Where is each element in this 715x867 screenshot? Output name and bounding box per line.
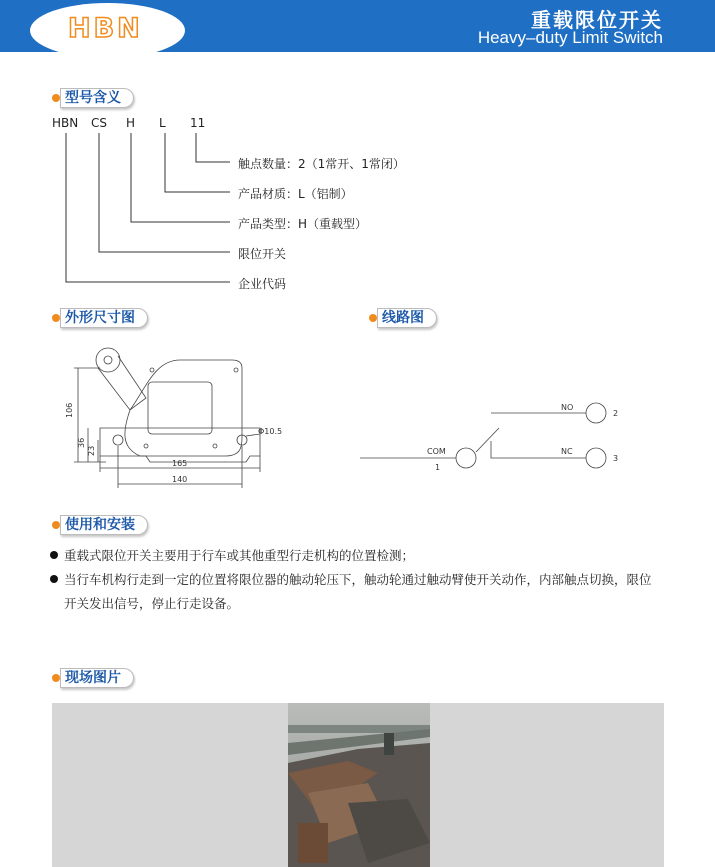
terminal-no bbox=[586, 403, 606, 423]
bullet-dot-icon bbox=[52, 94, 60, 102]
bullet-dot-icon bbox=[369, 314, 377, 322]
mount-hole-left bbox=[113, 435, 123, 445]
model-code-h: H bbox=[126, 116, 136, 130]
dimension-drawing bbox=[60, 338, 290, 493]
screw bbox=[234, 368, 238, 372]
section-dimensions-title: 外形尺寸图 bbox=[60, 308, 148, 328]
actuator-arm bbox=[98, 356, 146, 410]
screw bbox=[150, 368, 154, 372]
switch-contact bbox=[476, 428, 499, 452]
screw bbox=[144, 444, 148, 448]
bullet-icon bbox=[50, 575, 58, 583]
model-code-l: L bbox=[159, 116, 166, 130]
site-photo-image bbox=[288, 703, 430, 867]
screw bbox=[213, 444, 217, 448]
dim-label-36: 36 bbox=[77, 437, 86, 448]
usage-text-3: 开关发出信号，停止行走设备。 bbox=[64, 596, 240, 611]
wiring-diagram bbox=[355, 395, 635, 480]
section-photos-title: 现场图片 bbox=[60, 668, 134, 688]
dim-label-106: 106 bbox=[65, 402, 74, 418]
section-usage-title: 使用和安装 bbox=[60, 515, 148, 535]
label-com: COM bbox=[427, 447, 446, 456]
bullet-dot-icon bbox=[52, 674, 60, 682]
page-title-cn: 重载限位开关 bbox=[531, 8, 663, 32]
bullet-dot-icon bbox=[52, 314, 60, 322]
section-wiring-title: 线路图 bbox=[377, 308, 437, 328]
roller-axle bbox=[104, 356, 112, 364]
terminal-nc bbox=[586, 448, 606, 468]
label-nc-terminal: 3 bbox=[613, 454, 619, 463]
model-desc-company: 企业代码 bbox=[238, 277, 287, 291]
model-desc-material: 产品材质：L（铝制） bbox=[238, 187, 353, 201]
switch-cover bbox=[148, 382, 212, 434]
company-logo bbox=[68, 13, 143, 44]
label-nc: NC bbox=[561, 447, 573, 456]
label-no: NO bbox=[561, 403, 574, 412]
switch-body bbox=[125, 360, 242, 456]
bullet-icon bbox=[50, 551, 58, 559]
site-photo bbox=[288, 703, 430, 867]
section-model-title: 型号含义 bbox=[60, 88, 134, 108]
model-desc-switch: 限位开关 bbox=[238, 247, 287, 261]
model-code-diagram bbox=[50, 113, 410, 293]
usage-item-1 bbox=[50, 546, 414, 564]
model-desc-contacts: 触点数量：2（1常开、1常闭） bbox=[238, 157, 405, 171]
model-code-hbn: HBN bbox=[52, 116, 79, 130]
base-plate bbox=[100, 428, 260, 462]
page-title-en: Heavy–duty Limit Switch bbox=[477, 28, 663, 47]
model-code-11: 11 bbox=[190, 116, 206, 130]
model-leader-lines bbox=[66, 133, 230, 282]
model-desc-type: 产品类型：H（重载型） bbox=[238, 217, 368, 231]
dim-label-165: 165 bbox=[172, 459, 188, 468]
label-no-terminal: 2 bbox=[613, 409, 619, 418]
usage-item-2 bbox=[50, 570, 652, 588]
logo-text: HBN bbox=[68, 13, 143, 44]
dim-label-23: 23 bbox=[87, 445, 96, 456]
usage-item-2-cont bbox=[64, 594, 239, 612]
usage-text-2: 当行车机构行走到一定的位置将限位器的触动轮压下，触动轮通过触动臂使开关动作，内部触点切换，限位 bbox=[64, 572, 652, 587]
dim-label-140: 140 bbox=[172, 475, 188, 484]
model-code-cs: CS bbox=[91, 116, 107, 130]
usage-text-1: 重载式限位开关主要用于行车或其他重型行走机构的位置检测； bbox=[64, 548, 415, 563]
label-com-terminal: 1 bbox=[435, 463, 441, 472]
dim-label-hole: Φ10.5 bbox=[258, 427, 283, 436]
terminal-com bbox=[456, 448, 476, 468]
bullet-dot-icon bbox=[52, 521, 60, 529]
